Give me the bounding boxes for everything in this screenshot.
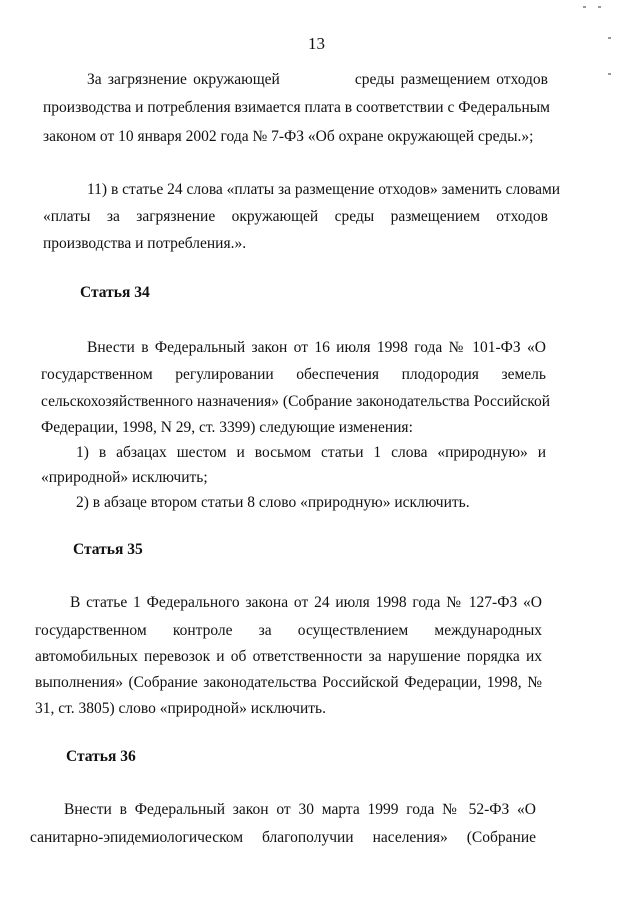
paragraph-line: Федерации, 1998, N 29, ст. 3399) следующие изменения: [41,419,413,436]
paragraph-line: За загрязнение окружающей среды размещением отходов [87,71,548,88]
scan-artifact [598,6,601,8]
paragraph-line: 11) в статье 24 слова «платы за размещение отходов» заменить словами [87,181,561,198]
paragraph-line: санитарно-эпидемиологическом благополучии населения» (Собрание [30,829,536,846]
article-heading: Статья 35 [73,541,143,558]
paragraph-line: Внести в Федеральный закон от 30 марта 1999 года № 52-ФЗ «О [64,801,536,818]
paragraph-line: производства и потребления взимается плата в соответствии с Федеральным [43,99,550,116]
paragraph-line: законом от 10 января 2002 года № 7-ФЗ «Об охране окружающей среды.»; [43,128,534,145]
paragraph-line: сельскохозяйственного назначения» (Собрание законодательства Российской [41,393,550,410]
paragraph-line: производства и потребления.». [43,235,247,252]
article-heading: Статья 36 [66,748,136,765]
paragraph-line: 31, ст. 3805) слово «природной» исключить. [35,700,326,717]
page-number: 13 [308,34,325,53]
article-heading: Статья 34 [80,284,150,301]
scan-artifact [583,6,586,8]
scan-artifact [608,73,611,75]
paragraph-line: 1) в абзацах шестом и восьмом статьи 1 слова «природную» и [76,444,546,461]
paragraph-line: 2) в абзаце втором статьи 8 слово «природную» исключить. [76,494,470,511]
paragraph-line: Внести в Федеральный закон от 16 июля 1998 года № 101-ФЗ «О [87,339,546,356]
scan-artifact [608,37,611,39]
paragraph-line: государственном регулировании обеспечения плодородия земель [41,366,546,383]
paragraph-line: государственном контроле за осуществлением международных [35,622,542,639]
paragraph-line: В статье 1 Федерального закона от 24 июля 1998 года № 127-ФЗ «О [70,594,542,611]
paragraph-line: «природной» исключить; [41,469,208,486]
paragraph-line: выполнения» (Собрание законодательства Российской Федерации, 1998, № [35,674,542,691]
paragraph-line: «платы за загрязнение окружающей среды размещением отходов [43,208,548,225]
paragraph-line: автомобильных перевозок и об ответственности за нарушение порядка их [35,648,542,665]
